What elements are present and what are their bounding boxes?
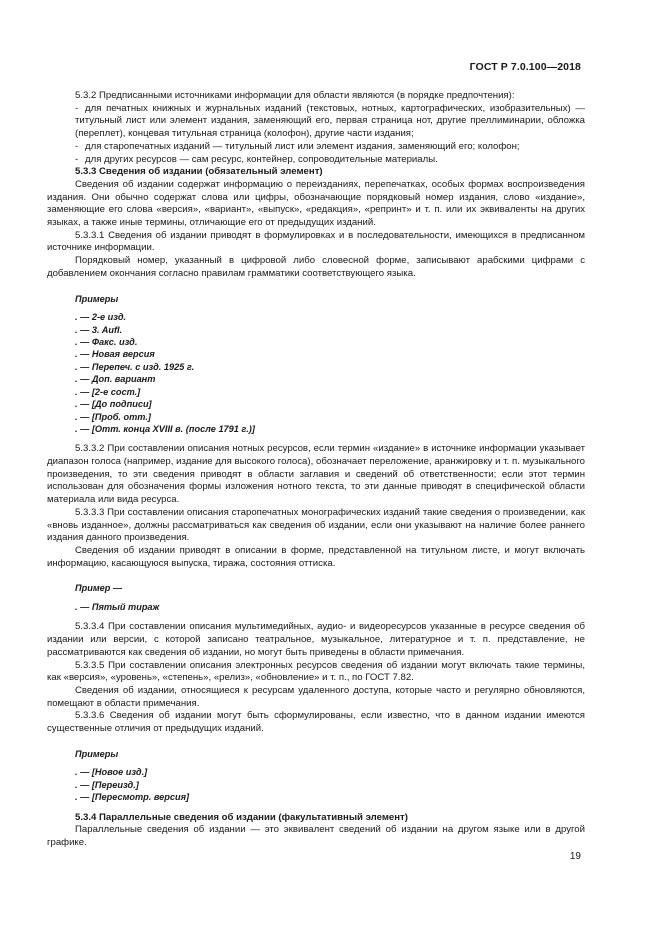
document-code-header: ГОСТ Р 7.0.100—2018: [469, 61, 581, 73]
example-item: . — 3. Aufl.: [75, 324, 123, 335]
example-title: Пример —: [75, 583, 123, 594]
paragraph-5-3-3-1: 5.3.3.1 Сведения об издании приводят в формулировках и в последовательности, имеющихся в предписанном источнике информации.: [47, 229, 585, 254]
paragraph-5-3-3-3: 5.3.3.3 При составлении описания старопечатных монографических изданий такие сведения о произведении, как «вновь изданное», должны рассматриваться как сведения об издании, если они указывают на наличие более раннего издания данного произведения.: [47, 506, 585, 544]
example-item: . — [Отт. конца XVIII в. (после 1791 г.)]: [75, 423, 255, 434]
paragraph-5-3-3-4: 5.3.3.4 При составлении описания мультимедийных, аудио- и видеоресурсов указанные в ресурсе сведения об издании или версии, с которой записано театральное, музыкальное, литературное и т. п. представление, не рассматриваются как сведения об издании, но могут быть приведены в области примечания.: [47, 621, 585, 658]
paragraph-5-3-3-2: 5.3.3.2 При составлении описания нотных ресурсов, если термин «издание» в источнике информации указывает диапазон голоса (например, издание для высокого голоса), обозначает переложение, аранжировку и т. п. музыкального произведения, то эти сведения приводят в области заглавия и сведений об ответственности; если этот термин использован для обозначения формы изложения нотного текста, то эти данные приводят в специфической области материала или вида ресурса.: [47, 443, 585, 506]
list-item: - для печатных книжных и журнальных изданий (текстовых, нотных, картографических, изобразительных) — титульный лист или элемент издания, заменяющий его, первая страница нот, другие преллиминарии, обложка (переплет), концевая титульная страница (колофон), другие части издания;: [75, 102, 585, 140]
paragraph: Сведения об издании содержат информацию о переизданиях, перепечатках, особых формах воспроизведения издания. Они обычно содержат слова или цифры, обозначающие порядковый номер издания, слово «издание», заменяющие его слова «версия», «вариант», «выпуск», «редакция», «репринт» и т. п. или их эквиваленты на других языках, а также иные термины, отличающие его от предыдущих изданий.: [47, 178, 585, 229]
examples-title: Примеры: [75, 748, 119, 759]
page-number: 19: [569, 851, 581, 862]
list-item: - для других ресурсов — сам ресурс, контейнер, сопроводительные материалы.: [75, 153, 438, 165]
example-item: . — [До подписи]: [75, 399, 152, 410]
list-item: - для старопечатных изданий — титульный лист или элемент издания, заменяющий его; колофон;: [75, 140, 520, 152]
page-content: [47, 90, 585, 850]
paragraph: Порядковый номер, указанный в цифровой либо словесной форме, записывают арабскими цифрами с добавлением окончания согласно правилам грамматики соответствующего языка.: [47, 255, 585, 279]
example-block: [47, 582, 585, 613]
examples-title: Примеры: [75, 293, 119, 304]
example-item: . — [Переизд.]: [75, 779, 139, 790]
paragraph-5-3-3-5: 5.3.3.5 При составлении описания электронных ресурсов сведения об издании могут включать такие термины, как «версия», «уровень», «степень», «релиз», «обновление» и т. п., по ГОСТ 7.82.: [47, 659, 585, 684]
example-item: . — Доп. вариант: [75, 374, 156, 385]
example-item: . — Пятый тираж: [75, 602, 160, 613]
section-heading-5-3-4: 5.3.4 Параллельные сведения об издании (факультативный элемент): [75, 811, 408, 823]
paragraph: Сведения об издании приводят в описании в форме, представленной на титульном листе, и могут включать информацию, касающуюся выпуска, тиража, состояния оттиска.: [47, 544, 585, 569]
example-item: . — Новая версия: [75, 349, 155, 360]
paragraph-5-3-3-6: 5.3.3.6 Сведения об издании могут быть сформулированы, если известно, что в данном издании имеются существенные отличия от предыдущих изданий.: [47, 710, 585, 735]
paragraph-5-3-2: 5.3.2 Предписанными источниками информации для области являются (в порядке предпочтения):: [75, 90, 515, 101]
section-heading-5-3-3: 5.3.3 Сведения об издании (обязательный элемент): [75, 166, 323, 178]
example-item: . — [Пересмотр. версия]: [75, 792, 190, 803]
example-item: . — Факс. изд.: [75, 337, 138, 348]
example-item: . — [Новое изд.]: [75, 767, 148, 778]
example-item: . — 2-е изд.: [75, 312, 127, 323]
examples-block: [47, 293, 585, 436]
paragraph: Сведения об издании, относящиеся к ресурсам удаленного доступа, которые часто и регулярно обновляются, помещают в области примечания.: [47, 684, 585, 709]
example-item: . — [Проб. отт.]: [75, 411, 151, 422]
paragraph: Параллельные сведения об издании — это эквивалент сведений об издании на другом языке или в другой графике.: [47, 824, 585, 849]
examples-block: [47, 748, 585, 804]
example-item: . — Перепеч. с изд. 1925 г.: [75, 361, 195, 372]
example-item: . — [2-е сост.]: [75, 386, 141, 397]
